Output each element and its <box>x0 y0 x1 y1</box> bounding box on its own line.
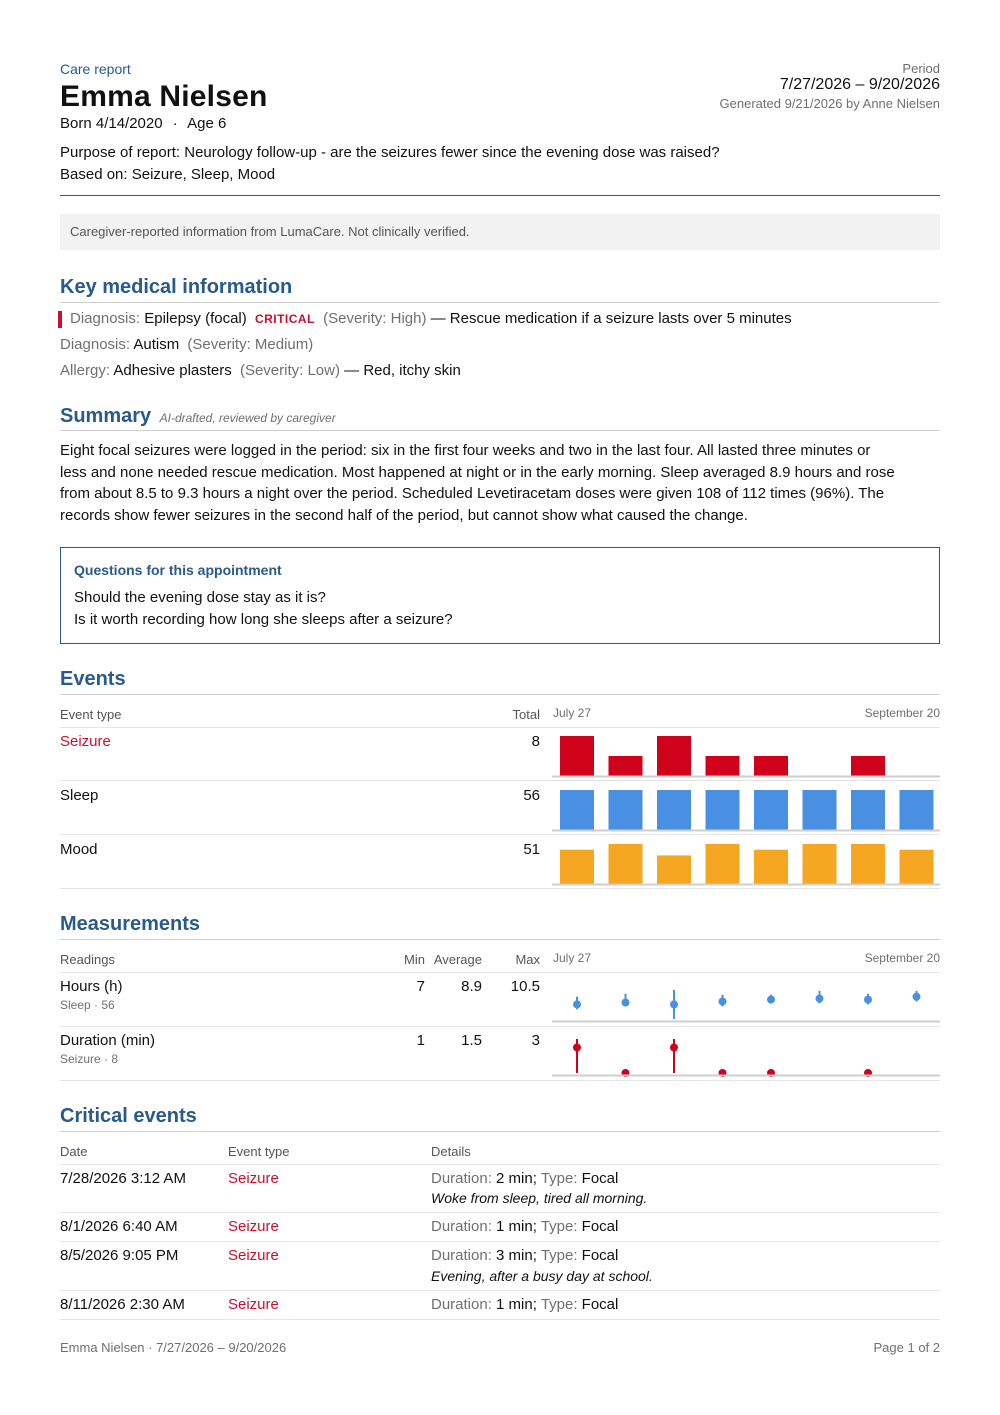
summary-line: from about 8.5 to 9.3 hours a night over the period. Scheduled Levetiracetam doses were given 108 of 112 times (96%). The <box>60 485 885 502</box>
critical-date: 7/28/2026 3:12 AM <box>60 1170 186 1187</box>
mean-point <box>816 995 824 1003</box>
summary-heading <box>60 405 336 428</box>
type-value: Focal <box>581 1247 619 1264</box>
item-note: — Rescue medication if a seizure lasts over 5 minutes <box>430 310 792 327</box>
measurements-col-average: Average <box>433 952 482 967</box>
period-label: Period <box>902 61 940 76</box>
type-label: Type: <box>540 1218 578 1235</box>
summary-body <box>60 440 940 526</box>
bar-sleep <box>609 790 643 830</box>
patient-name: Emma Nielsen <box>60 80 268 113</box>
critical-col-details: Details <box>431 1144 471 1159</box>
bar-seizure <box>609 756 643 776</box>
mean-point <box>864 996 872 1004</box>
type-value: Focal <box>581 1170 619 1187</box>
event-total-mood: 51 <box>523 841 540 858</box>
events-end-label: September 20 <box>864 706 940 720</box>
mean-point <box>573 1000 581 1008</box>
critical-title: Critical events <box>60 1105 197 1127</box>
critical-type: Seizure <box>228 1296 279 1313</box>
key-info-item <box>60 362 461 379</box>
events-col-total: Total <box>512 707 540 722</box>
row-divider <box>60 1319 940 1320</box>
measurements-col-max: Max <box>515 952 540 967</box>
questions-title: Questions for this appointment <box>74 562 282 578</box>
item-label: Diagnosis: <box>70 310 141 327</box>
mean-point <box>670 1000 678 1008</box>
measurement-min: 7 <box>416 978 425 995</box>
period-range: 7/27/2026 – 9/20/2026 <box>779 76 940 93</box>
birth-date: Born 4/14/2020 <box>60 115 163 132</box>
mean-point <box>622 998 630 1006</box>
summary-divider <box>60 430 940 431</box>
duration-value: 2 min; <box>496 1170 537 1187</box>
duration-label: Duration: <box>431 1247 492 1264</box>
bar-mood <box>560 850 594 884</box>
measurements-end-label: September 20 <box>864 951 940 965</box>
measurements-title: Measurements <box>60 913 201 935</box>
bar-sleep <box>851 790 885 830</box>
critical-type: Seizure <box>228 1170 279 1187</box>
disclaimer-box <box>60 214 940 250</box>
bar-sleep <box>803 790 837 830</box>
bar-seizure <box>706 756 740 776</box>
duration-value: 1 min; <box>496 1218 537 1235</box>
critical-note: Woke from sleep, tired all morning. <box>431 1190 648 1206</box>
generated-info: Generated 9/21/2026 by Anne Nielsen <box>719 96 940 111</box>
bar-mood <box>706 844 740 884</box>
bar-seizure <box>754 756 788 776</box>
event-type-seizure: Seizure <box>60 733 111 750</box>
bar-mood <box>851 844 885 884</box>
bar-sleep <box>560 790 594 830</box>
measurements-range-chart <box>552 973 940 1081</box>
item-note: — Red, itchy skin <box>344 362 461 379</box>
critical-divider <box>60 1131 940 1132</box>
critical-date: 8/5/2026 9:05 PM <box>60 1247 179 1264</box>
item-severity: (Severity: High) <box>323 310 427 327</box>
events-bar-chart <box>552 728 940 888</box>
measurement-avg: 1.5 <box>461 1032 482 1049</box>
measurements-divider <box>60 939 940 940</box>
bar-mood <box>609 844 643 884</box>
report-type-label: Care report <box>60 61 131 77</box>
purpose-line <box>60 144 720 161</box>
item-value: Epilepsy (focal) <box>144 310 247 327</box>
patient-age: Age 6 <box>187 115 227 132</box>
measurement-max: 10.5 <box>510 978 540 995</box>
critical-date: 8/11/2026 2:30 AM <box>60 1296 185 1313</box>
footer-page: Page 1 of 2 <box>873 1340 940 1355</box>
measurement-name: Hours (h) <box>60 978 123 995</box>
critical-type: Seizure <box>228 1247 279 1264</box>
bar-sleep <box>657 790 691 830</box>
summary-line: Eight focal seizures were logged in the period: six in the first four weeks and two in the last four. All lasted three minutes or <box>60 442 871 459</box>
events-divider <box>60 694 940 695</box>
critical-note: Evening, after a busy day at school. <box>431 1268 653 1284</box>
header-divider <box>60 195 940 196</box>
bar-seizure <box>560 736 594 776</box>
summary-note: AI-drafted, reviewed by caregiver <box>159 411 336 425</box>
measurement-max: 3 <box>531 1032 540 1049</box>
item-label: Allergy: <box>60 362 111 379</box>
item-value: Adhesive plasters <box>113 362 232 379</box>
critical-header-divider <box>60 1164 940 1165</box>
mean-point <box>719 998 727 1006</box>
bar-sleep <box>754 790 788 830</box>
summary-line: records show fewer seizures in the second half of the period, but cannot show what caused the change. <box>60 506 748 524</box>
based-on-label: Based on: <box>60 166 128 183</box>
key-info-item <box>70 310 792 327</box>
key-info-divider <box>60 302 940 303</box>
key-info-item <box>60 336 313 353</box>
measurement-name: Duration (min) <box>60 1032 156 1049</box>
event-total-seizure: 8 <box>531 733 540 750</box>
bar-mood <box>657 855 691 884</box>
events-col-type: Event type <box>60 707 122 722</box>
separator: · <box>172 115 178 132</box>
critical-type: Seizure <box>228 1218 279 1235</box>
item-label: Diagnosis: <box>60 336 131 353</box>
key-info-title: Key medical information <box>60 276 293 298</box>
purpose-text: Neurology follow-up - are the seizures fewer since the evening dose was raised? <box>184 144 720 161</box>
duration-label: Duration: <box>431 1218 492 1235</box>
critical-details <box>431 1247 618 1264</box>
based-on-text: Seizure, Sleep, Mood <box>131 166 276 183</box>
row-divider <box>60 1241 940 1242</box>
measurement-avg: 8.9 <box>461 978 482 995</box>
events-start-label: July 27 <box>553 706 592 720</box>
row-divider <box>60 1212 940 1213</box>
type-value: Focal <box>581 1296 619 1313</box>
duration-value: 3 min; <box>496 1247 537 1264</box>
event-type-sleep: Sleep <box>60 787 99 804</box>
critical-badge: CRITICAL <box>254 312 315 326</box>
type-label: Type: <box>540 1296 578 1313</box>
measurements-col-readings: Readings <box>60 952 115 967</box>
row-divider <box>60 1290 940 1291</box>
questions-box <box>60 547 940 644</box>
event-type-mood: Mood <box>60 841 98 858</box>
patient-info <box>60 115 226 132</box>
critical-col-date: Date <box>60 1144 88 1159</box>
item-value: Autism <box>133 336 180 353</box>
duration-label: Duration: <box>431 1296 492 1313</box>
bar-sleep <box>706 790 740 830</box>
type-label: Type: <box>540 1247 578 1264</box>
critical-col-type: Event type <box>228 1144 290 1159</box>
summary-title: Summary <box>60 405 152 427</box>
measurement-min: 1 <box>416 1032 425 1049</box>
question-item: Should the evening dose stay as it is? <box>74 589 326 606</box>
item-severity: (Severity: Medium) <box>187 336 314 353</box>
measurement-source: Sleep · 56 <box>60 998 115 1012</box>
bar-mood <box>754 850 788 884</box>
bar-mood <box>803 844 837 884</box>
mean-point <box>913 993 921 1001</box>
question-item: Is it worth recording how long she sleeps after a seizure? <box>74 611 453 628</box>
mean-point <box>767 996 775 1004</box>
item-severity: (Severity: Low) <box>239 362 340 379</box>
duration-value: 1 min; <box>496 1296 537 1313</box>
type-label: Type: <box>540 1170 578 1187</box>
critical-details <box>431 1296 618 1313</box>
based-on-line <box>60 166 275 183</box>
row-divider <box>60 888 940 889</box>
critical-details <box>431 1170 618 1187</box>
mean-point <box>670 1044 678 1052</box>
measurements-col-min: Min <box>404 952 425 967</box>
summary-line: less and none needed rescue medication. Most happened at night or in the early morning. Sleep averaged 8.9 hours and rose <box>60 463 895 481</box>
bar-seizure <box>657 736 691 776</box>
critical-marker <box>58 311 62 328</box>
critical-details <box>431 1218 618 1235</box>
bar-mood <box>900 850 934 884</box>
events-title: Events <box>60 668 126 690</box>
purpose-label: Purpose of report: <box>60 144 181 161</box>
bar-sleep <box>900 790 934 830</box>
bar-seizure <box>851 756 885 776</box>
measurement-source: Seizure · 8 <box>60 1052 119 1066</box>
duration-label: Duration: <box>431 1170 492 1187</box>
mean-point <box>573 1044 581 1052</box>
disclaimer-text: Caregiver-reported information from LumaCare. Not clinically verified. <box>70 224 470 239</box>
critical-date: 8/1/2026 6:40 AM <box>60 1218 178 1235</box>
measurements-start-label: July 27 <box>553 951 592 965</box>
event-total-sleep: 56 <box>523 787 540 804</box>
type-value: Focal <box>581 1218 619 1235</box>
footer-left: Emma Nielsen · 7/27/2026 – 9/20/2026 <box>60 1340 287 1355</box>
